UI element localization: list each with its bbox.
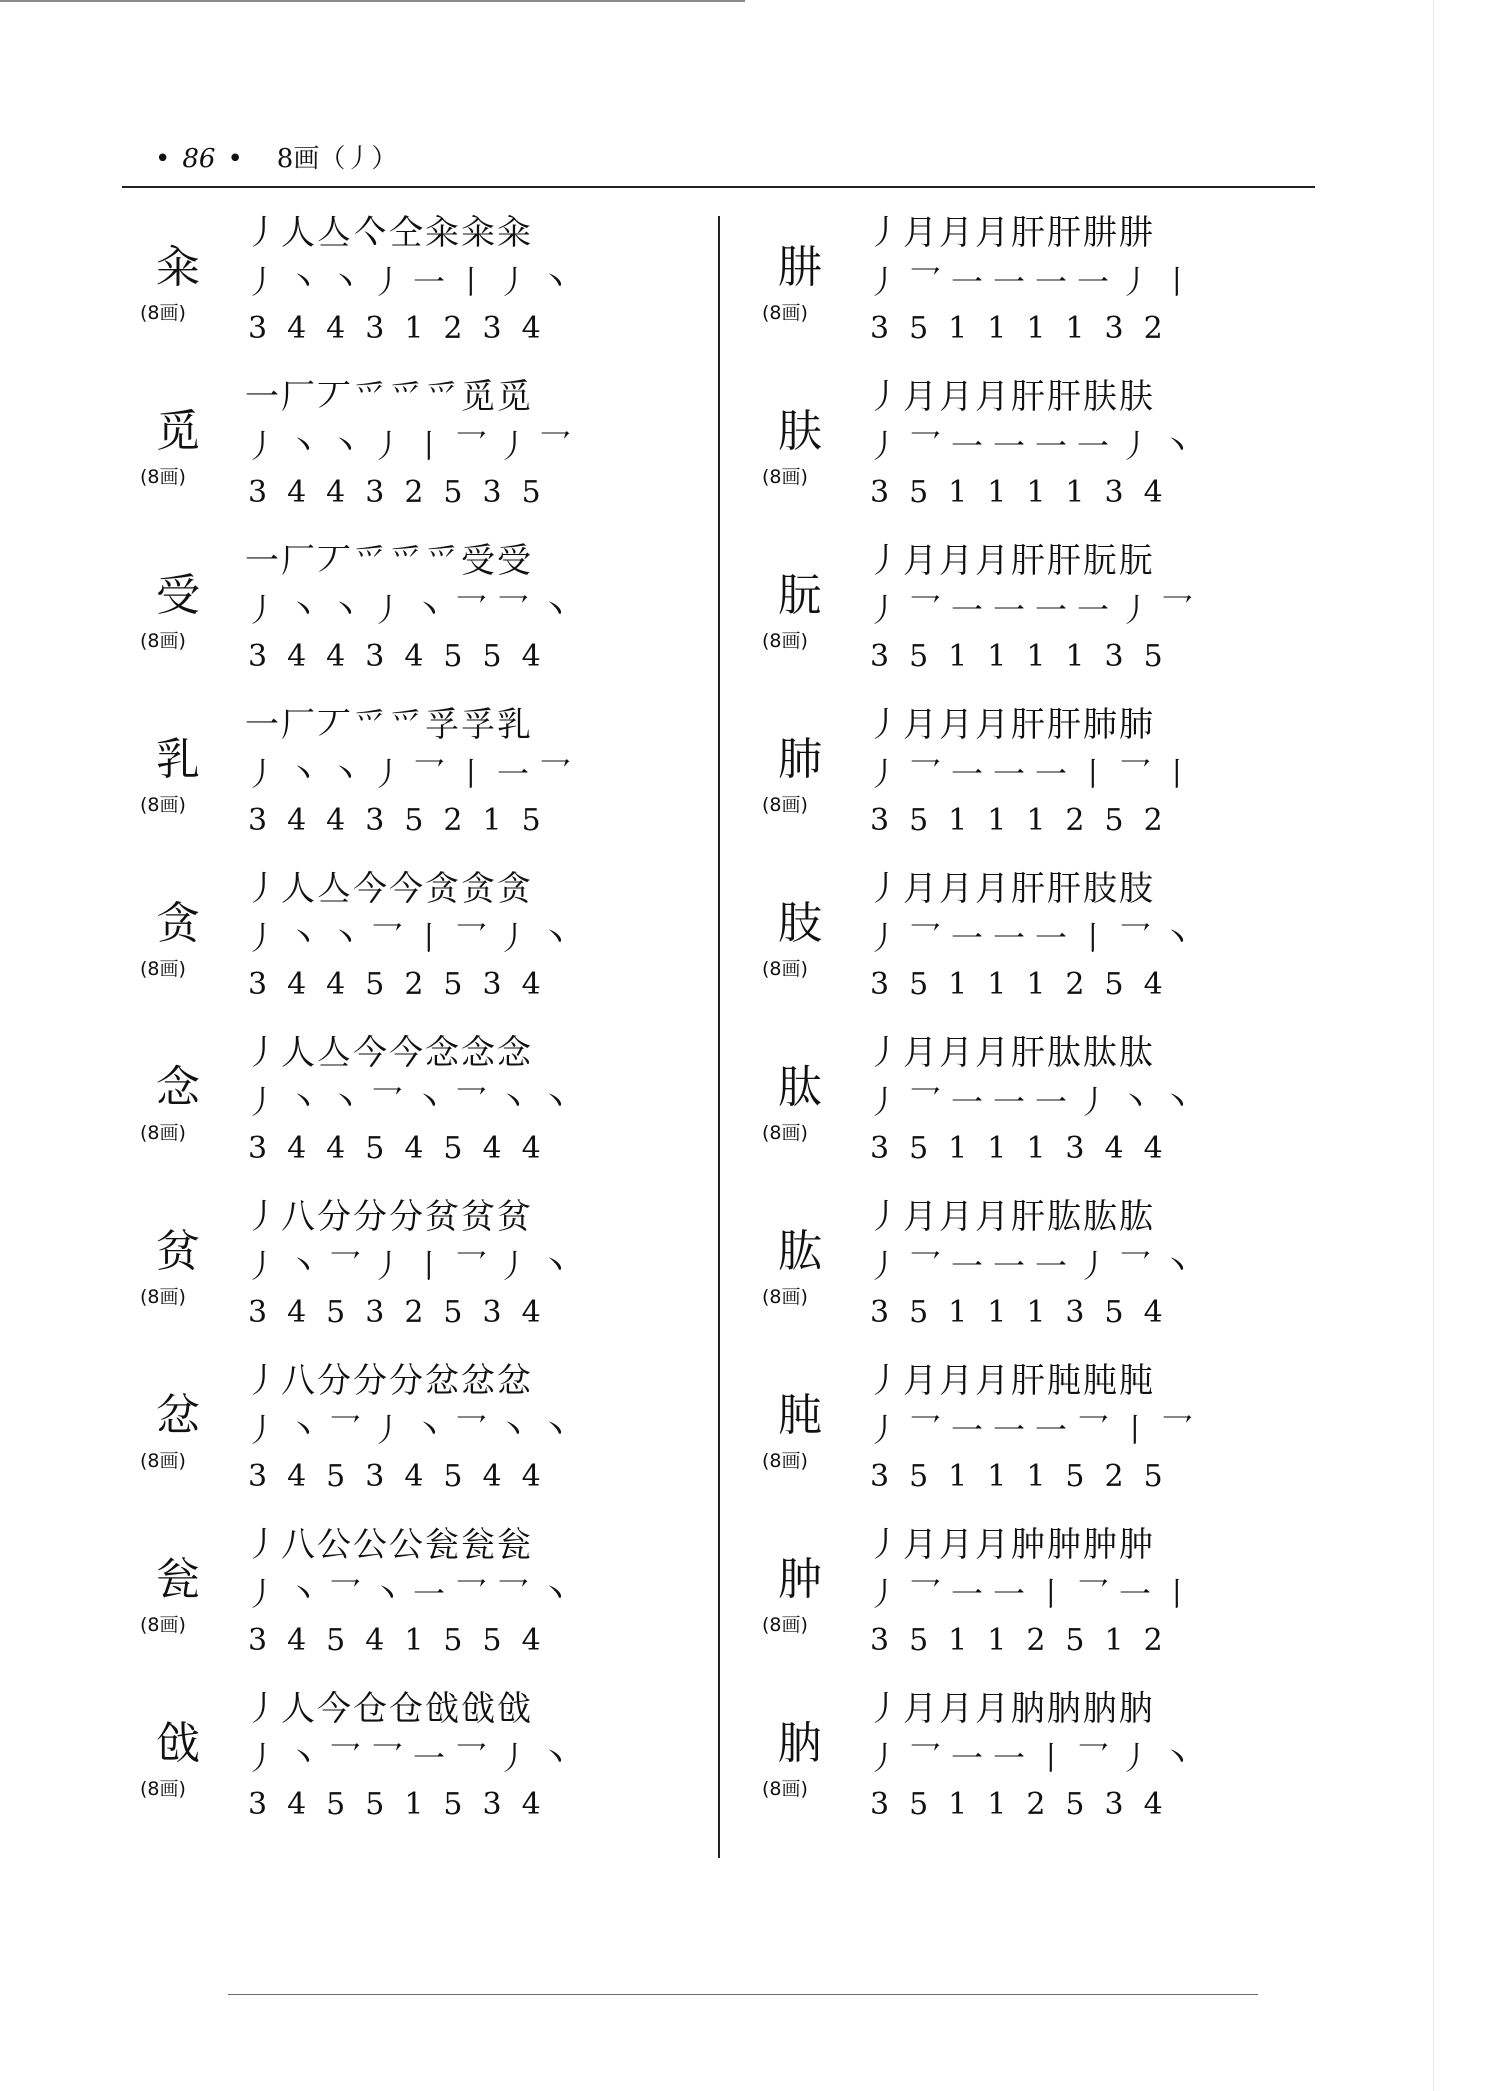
character-entry [762,1032,1322,1182]
entry-character: 念 [156,1062,200,1113]
stroke-list: 丿丶乛乛一乛丿丶 [245,1739,582,1777]
stroke-code: 35111135 [870,639,1183,674]
header-rule [122,186,1315,188]
stroke-code: 34434554 [248,639,561,674]
scan-edge-line [1433,0,1434,2091]
stroke-list: 丿丶乛丿丶乛丶丶 [245,1411,582,1449]
entry-character: 瓮 [156,1554,200,1605]
stroke-count: (8画) [762,1450,808,1472]
stroke-count: (8画) [140,1122,186,1144]
stroke-list: 丿丶丶丿丶乛乛丶 [245,591,582,629]
entry-character: 受 [156,570,200,621]
stroke-count: (8画) [140,630,186,652]
stroke-list: 丿乛一一一乛丨乛 [867,1411,1204,1449]
entry-character: 肫 [778,1390,822,1441]
stroke-code: 34532534 [248,1295,561,1330]
stroke-code: 34551534 [248,1787,561,1822]
character-entry [140,1524,700,1674]
entry-character: 肿 [778,1554,822,1605]
character-entry [762,1196,1322,1346]
stroke-count: (8画) [140,958,186,980]
stroke-sequence: 丿人亼今今念念念 [245,1033,533,1073]
stroke-code: 34435215 [248,803,561,838]
character-entry [762,1524,1322,1674]
stroke-sequence: 丿月月月肝肝肤肤 [867,377,1155,417]
character-entry [140,1688,700,1838]
stroke-list: 丿乛一一一丨乛丶 [867,919,1204,957]
character-entry [762,868,1322,1018]
character-entry [140,540,700,690]
stroke-code: 34534544 [248,1459,561,1494]
character-entry [140,1196,700,1346]
stroke-count: (8画) [762,302,808,324]
character-entry [140,1360,700,1510]
stroke-sequence: 丿月月月肝肝肢肢 [867,869,1155,909]
stroke-count: (8画) [762,1778,808,1800]
character-entry [762,376,1322,526]
stroke-list: 丿乛一一一一丿丨 [867,263,1204,301]
stroke-count: (8画) [140,1778,186,1800]
stroke-list: 丿丶丶丿一丨丿丶 [245,263,582,301]
entry-character: 肱 [778,1226,822,1277]
character-entry [762,1688,1322,1838]
stroke-list: 丿乛一一一丨乛丨 [867,755,1204,793]
entry-character: 贫 [156,1226,200,1277]
stroke-count: (8画) [140,1450,186,1472]
stroke-sequence: 丿月月月肿肿肿肿 [867,1525,1155,1565]
stroke-count: (8画) [140,1614,186,1636]
stroke-list: 丿乛一一丨乛一丨 [867,1575,1204,1613]
stroke-list: 丿乛一一一一丿丶 [867,427,1204,465]
stroke-sequence: 丿人亼亽仝籴籴籴 [245,213,533,253]
stroke-code: 34431234 [248,311,561,346]
stroke-code: 35111344 [870,1131,1183,1166]
stroke-sequence: 丿人亼今今贪贪贪 [245,869,533,909]
stroke-sequence: 丿人今仓仓戗戗戗 [245,1689,533,1729]
entry-character: 戗 [156,1718,200,1769]
stroke-list: 丿丶丶乛丨乛丿丶 [245,919,582,957]
stroke-code: 35111134 [870,475,1183,510]
stroke-sequence: 丿月月月肝肽肽肽 [867,1033,1155,1073]
stroke-sequence: 一厂丆爫爫爫觅觅 [245,377,533,417]
stroke-code: 34454544 [248,1131,561,1166]
character-entry [140,704,700,854]
stroke-count: (8画) [762,630,808,652]
character-entry [140,376,700,526]
top-edge-line [0,0,745,2]
entry-character: 肽 [778,1062,822,1113]
section-title: 8画（丿） [276,144,398,174]
stroke-sequence: 丿八分分分忿忿忿 [245,1361,533,1401]
stroke-sequence: 丿月月月肝肝肺肺 [867,705,1155,745]
entry-character: 籴 [156,242,200,293]
entry-character: 肼 [778,242,822,293]
stroke-code: 34432535 [248,475,561,510]
entry-character: 觅 [156,406,200,457]
stroke-count: (8画) [762,1286,808,1308]
stroke-code: 35111132 [870,311,1183,346]
stroke-list: 丿丶丶乛丶乛丶丶 [245,1083,582,1121]
stroke-list: 丿乛一一一丿乛丶 [867,1247,1204,1285]
stroke-list: 丿丶丶丿乛丨一乛 [245,755,582,793]
stroke-count: (8画) [762,794,808,816]
character-entry [140,868,700,1018]
stroke-sequence: 丿八分分分贫贫贫 [245,1197,533,1237]
stroke-sequence: 丿月月月肝肱肱肱 [867,1197,1155,1237]
stroke-sequence: 丿月月月肝肫肫肫 [867,1361,1155,1401]
stroke-list: 丿丶乛丿丨乛丿丶 [245,1247,582,1285]
stroke-list: 丿乛一一丨乛丿丶 [867,1739,1204,1777]
entry-character: 肢 [778,898,822,949]
character-entry [762,540,1322,690]
stroke-count: (8画) [140,466,186,488]
stroke-count: (8画) [140,1286,186,1308]
stroke-list: 丿丶乛丶一乛乛丶 [245,1575,582,1613]
stroke-code: 35111252 [870,803,1183,838]
stroke-count: (8画) [762,958,808,980]
entry-character: 贪 [156,898,200,949]
character-entry [762,212,1322,362]
stroke-sequence: 一厂丆爫爫孚孚乳 [245,705,533,745]
stroke-count: (8画) [140,302,186,324]
character-entry [762,1360,1322,1510]
stroke-code: 34541554 [248,1623,561,1658]
entry-character: 肺 [778,734,822,785]
stroke-sequence: 丿月月月肝肝肼肼 [867,213,1155,253]
stroke-list: 丿乛一一一丿丶丶 [867,1083,1204,1121]
entry-character: 肭 [778,1718,822,1769]
stroke-sequence: 丿月月月肭肭肭肭 [867,1689,1155,1729]
entry-character: 肤 [778,406,822,457]
stroke-count: (8画) [762,466,808,488]
entry-character: 忿 [156,1390,200,1441]
page-header: • 86 • 8画（丿） [155,144,398,174]
character-entry [140,212,700,362]
stroke-sequence: 一厂丆爫爫爫受受 [245,541,533,581]
stroke-count: (8画) [762,1122,808,1144]
stroke-sequence: 丿月月月肝肝朊朊 [867,541,1155,581]
column-divider [718,216,720,1858]
stroke-list: 丿丶丶丿丨乛丿乛 [245,427,582,465]
stroke-list: 丿乛一一一一丿乛 [867,591,1204,629]
stroke-code: 34452534 [248,967,561,1002]
stroke-code: 35111354 [870,1295,1183,1330]
stroke-count: (8画) [140,794,186,816]
entry-character: 乳 [156,734,200,785]
entry-character: 朊 [778,570,822,621]
stroke-code: 35111254 [870,967,1183,1002]
stroke-code: 35112534 [870,1787,1183,1822]
stroke-sequence: 丿八公公公瓮瓮瓮 [245,1525,533,1565]
character-entry [140,1032,700,1182]
stroke-code: 35112512 [870,1623,1183,1658]
page-number: 86 [182,144,216,174]
character-entry [762,704,1322,854]
stroke-count: (8画) [762,1614,808,1636]
stroke-code: 35111525 [870,1459,1183,1494]
bottom-rule [228,1994,1258,1995]
